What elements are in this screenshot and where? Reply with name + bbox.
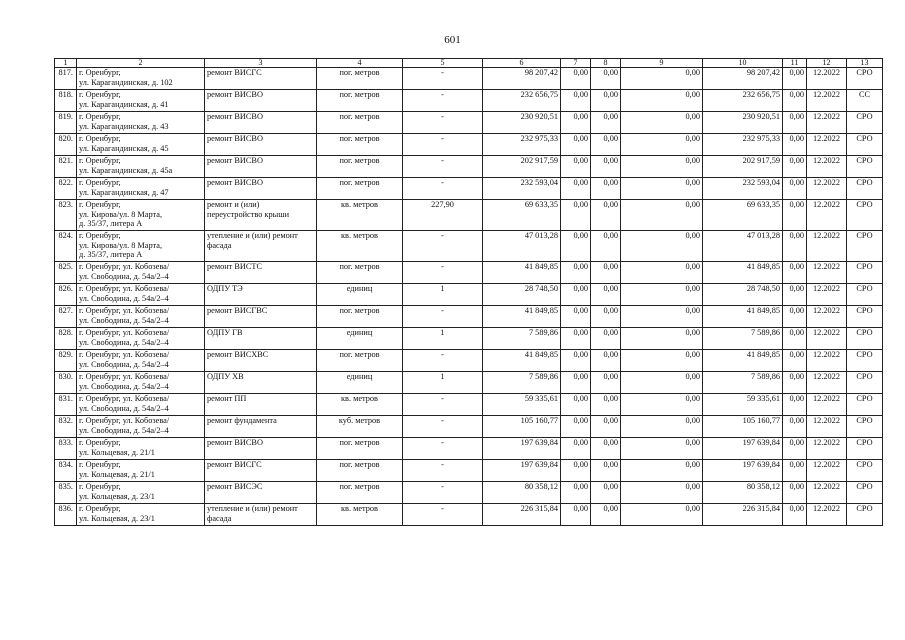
cell-cost-other: 0,00 (783, 284, 807, 306)
cell-address: г. Оренбург, ул. Кобозева/ ул. Свободина, д. 54а/2–4 (77, 394, 205, 416)
column-header-11: 11 (783, 59, 807, 68)
cell-work-type: ОДПУ ХВ (205, 372, 317, 394)
cell-total-cost: 47 013,28 (483, 231, 561, 262)
cell-address: г. Оренбург, ул. Кольцевая, д. 21/1 (77, 438, 205, 460)
cell-volume: - (403, 482, 483, 504)
cell-method: СРО (847, 416, 883, 438)
cell-volume: - (403, 262, 483, 284)
cell-cost-local: 0,00 (621, 262, 703, 284)
cell-total-cost: 197 639,84 (483, 438, 561, 460)
page-number: 601 (444, 34, 461, 46)
cell-total-cost: 230 920,51 (483, 112, 561, 134)
cell-volume: 1 (403, 328, 483, 350)
cell-row-number: 828. (55, 328, 77, 350)
cell-work-type: ремонт ПП (205, 394, 317, 416)
column-header-7: 7 (561, 59, 591, 68)
cell-work-type: ремонт фундамента (205, 416, 317, 438)
cell-method: СРО (847, 438, 883, 460)
cell-cost-fund: 0,00 (561, 306, 591, 328)
cell-total-cost: 7 589,86 (483, 372, 561, 394)
cell-cost-budget: 0,00 (591, 178, 621, 200)
cell-cost-other: 0,00 (783, 394, 807, 416)
cell-deadline: 12.2022 (807, 231, 847, 262)
cell-cost-fund: 0,00 (561, 178, 591, 200)
cell-deadline: 12.2022 (807, 394, 847, 416)
column-header-9: 9 (621, 59, 703, 68)
cell-method: СРО (847, 482, 883, 504)
cell-cost-local: 0,00 (621, 231, 703, 262)
cell-total-cost: 80 358,12 (483, 482, 561, 504)
cell-cost-fund: 0,00 (561, 460, 591, 482)
cell-cost-other: 0,00 (783, 178, 807, 200)
table-row (55, 178, 883, 200)
cell-address: г. Оренбург, ул. Кольцевая, д. 23/1 (77, 504, 205, 526)
cell-cost-owners: 232 975,33 (703, 134, 783, 156)
cell-row-number: 817. (55, 68, 77, 90)
cell-cost-other: 0,00 (783, 134, 807, 156)
cell-cost-other: 0,00 (783, 438, 807, 460)
cell-total-cost: 197 639,84 (483, 460, 561, 482)
cell-deadline: 12.2022 (807, 134, 847, 156)
table-row (55, 156, 883, 178)
cell-total-cost: 232 656,75 (483, 90, 561, 112)
cell-deadline: 12.2022 (807, 112, 847, 134)
cell-deadline: 12.2022 (807, 178, 847, 200)
cell-work-type: ремонт ВИСВО (205, 156, 317, 178)
cell-cost-local: 0,00 (621, 438, 703, 460)
cell-unit: кв. метров (317, 200, 403, 231)
cell-cost-owners: 230 920,51 (703, 112, 783, 134)
cell-cost-budget: 0,00 (591, 328, 621, 350)
cell-cost-budget: 0,00 (591, 504, 621, 526)
table-row (55, 90, 883, 112)
cell-work-type: ремонт ВИСГС (205, 460, 317, 482)
cell-address: г. Оренбург, ул. Кобозева/ ул. Свободина, д. 54а/2–4 (77, 350, 205, 372)
cell-cost-owners: 41 849,85 (703, 306, 783, 328)
cell-total-cost: 41 849,85 (483, 350, 561, 372)
cell-cost-other: 0,00 (783, 112, 807, 134)
cell-cost-fund: 0,00 (561, 438, 591, 460)
cell-deadline: 12.2022 (807, 262, 847, 284)
table-row (55, 372, 883, 394)
cell-cost-fund: 0,00 (561, 200, 591, 231)
table-row (55, 134, 883, 156)
cell-total-cost: 7 589,86 (483, 328, 561, 350)
cell-volume: - (403, 90, 483, 112)
cell-cost-budget: 0,00 (591, 394, 621, 416)
cell-deadline: 12.2022 (807, 438, 847, 460)
cell-method: СРО (847, 372, 883, 394)
cell-row-number: 819. (55, 112, 77, 134)
cell-address: г. Оренбург, ул. Кольцевая, д. 21/1 (77, 460, 205, 482)
cell-volume: - (403, 460, 483, 482)
cell-cost-fund: 0,00 (561, 262, 591, 284)
cell-address: г. Оренбург, ул. Кобозева/ ул. Свободина, д. 54а/2–4 (77, 306, 205, 328)
cell-cost-other: 0,00 (783, 231, 807, 262)
cell-work-type: ремонт ВИСВО (205, 134, 317, 156)
cell-cost-other: 0,00 (783, 372, 807, 394)
cell-cost-owners: 47 013,28 (703, 231, 783, 262)
cell-work-type: ОДПУ ТЭ (205, 284, 317, 306)
cell-cost-budget: 0,00 (591, 231, 621, 262)
cell-cost-local: 0,00 (621, 372, 703, 394)
cell-cost-owners: 7 589,86 (703, 372, 783, 394)
table-row (55, 460, 883, 482)
column-header-10: 10 (703, 59, 783, 68)
cell-method: СРО (847, 231, 883, 262)
column-header-13: 13 (847, 59, 883, 68)
cell-cost-local: 0,00 (621, 156, 703, 178)
cell-method: СРО (847, 328, 883, 350)
cell-cost-budget: 0,00 (591, 350, 621, 372)
cell-method: СС (847, 90, 883, 112)
column-header-5: 5 (403, 59, 483, 68)
cell-row-number: 824. (55, 231, 77, 262)
cell-address: г. Оренбург, ул. Карагандинская, д. 102 (77, 68, 205, 90)
cell-unit: пог. метров (317, 68, 403, 90)
cell-cost-owners: 226 315,84 (703, 504, 783, 526)
table-row (55, 306, 883, 328)
cell-unit: пог. метров (317, 482, 403, 504)
cell-volume: - (403, 504, 483, 526)
cell-cost-local: 0,00 (621, 394, 703, 416)
cell-total-cost: 232 593,04 (483, 178, 561, 200)
table-row (55, 504, 883, 526)
capital-repair-table (54, 58, 883, 526)
cell-unit: кв. метров (317, 394, 403, 416)
cell-volume: 1 (403, 284, 483, 306)
cell-cost-other: 0,00 (783, 90, 807, 112)
cell-deadline: 12.2022 (807, 68, 847, 90)
cell-method: СРО (847, 112, 883, 134)
table-row (55, 200, 883, 231)
cell-cost-fund: 0,00 (561, 90, 591, 112)
cell-work-type: ремонт ВИСЭС (205, 482, 317, 504)
cell-cost-other: 0,00 (783, 262, 807, 284)
cell-cost-fund: 0,00 (561, 284, 591, 306)
cell-cost-owners: 41 849,85 (703, 350, 783, 372)
cell-address: г. Оренбург, ул. Карагандинская, д. 45 (77, 134, 205, 156)
cell-cost-budget: 0,00 (591, 68, 621, 90)
cell-work-type: ремонт ВИСВО (205, 178, 317, 200)
cell-work-type: ремонт ВИСХВС (205, 350, 317, 372)
cell-cost-fund: 0,00 (561, 156, 591, 178)
cell-work-type: ремонт и (или) переустройство крыши (205, 200, 317, 231)
cell-cost-local: 0,00 (621, 328, 703, 350)
cell-volume: - (403, 68, 483, 90)
cell-row-number: 827. (55, 306, 77, 328)
cell-cost-other: 0,00 (783, 350, 807, 372)
cell-cost-other: 0,00 (783, 416, 807, 438)
cell-cost-owners: 41 849,85 (703, 262, 783, 284)
cell-row-number: 820. (55, 134, 77, 156)
cell-volume: - (403, 156, 483, 178)
cell-method: СРО (847, 394, 883, 416)
cell-unit: кв. метров (317, 231, 403, 262)
cell-cost-budget: 0,00 (591, 112, 621, 134)
column-number-row (55, 59, 883, 68)
cell-method: СРО (847, 262, 883, 284)
cell-cost-budget: 0,00 (591, 460, 621, 482)
cell-unit: пог. метров (317, 156, 403, 178)
cell-volume: - (403, 231, 483, 262)
cell-method: СРО (847, 460, 883, 482)
cell-total-cost: 202 917,59 (483, 156, 561, 178)
cell-row-number: 818. (55, 90, 77, 112)
table-row (55, 438, 883, 460)
cell-address: г. Оренбург, ул. Карагандинская, д. 41 (77, 90, 205, 112)
cell-method: СРО (847, 68, 883, 90)
cell-cost-fund: 0,00 (561, 372, 591, 394)
cell-work-type: ОДПУ ГВ (205, 328, 317, 350)
cell-unit: пог. метров (317, 112, 403, 134)
cell-total-cost: 59 335,61 (483, 394, 561, 416)
cell-unit: пог. метров (317, 262, 403, 284)
cell-row-number: 831. (55, 394, 77, 416)
cell-method: СРО (847, 306, 883, 328)
cell-cost-budget: 0,00 (591, 306, 621, 328)
cell-cost-owners: 80 358,12 (703, 482, 783, 504)
cell-cost-budget: 0,00 (591, 156, 621, 178)
cell-work-type: ремонт ВИСГВС (205, 306, 317, 328)
cell-row-number: 834. (55, 460, 77, 482)
cell-cost-local: 0,00 (621, 200, 703, 231)
cell-cost-local: 0,00 (621, 306, 703, 328)
cell-cost-other: 0,00 (783, 156, 807, 178)
cell-volume: - (403, 350, 483, 372)
cell-deadline: 12.2022 (807, 416, 847, 438)
cell-cost-local: 0,00 (621, 460, 703, 482)
cell-cost-owners: 197 639,84 (703, 438, 783, 460)
cell-unit: единиц (317, 372, 403, 394)
cell-cost-local: 0,00 (621, 416, 703, 438)
cell-row-number: 830. (55, 372, 77, 394)
cell-row-number: 825. (55, 262, 77, 284)
cell-unit: пог. метров (317, 178, 403, 200)
cell-cost-owners: 69 633,35 (703, 200, 783, 231)
cell-method: СРО (847, 284, 883, 306)
cell-deadline: 12.2022 (807, 156, 847, 178)
column-header-4: 4 (317, 59, 403, 68)
cell-row-number: 833. (55, 438, 77, 460)
cell-cost-budget: 0,00 (591, 372, 621, 394)
column-header-6: 6 (483, 59, 561, 68)
cell-deadline: 12.2022 (807, 460, 847, 482)
cell-cost-local: 0,00 (621, 134, 703, 156)
cell-volume: - (403, 306, 483, 328)
cell-row-number: 835. (55, 482, 77, 504)
table-row (55, 284, 883, 306)
cell-cost-other: 0,00 (783, 68, 807, 90)
cell-cost-local: 0,00 (621, 350, 703, 372)
cell-cost-budget: 0,00 (591, 284, 621, 306)
cell-total-cost: 69 633,35 (483, 200, 561, 231)
cell-cost-budget: 0,00 (591, 482, 621, 504)
cell-unit: пог. метров (317, 350, 403, 372)
cell-total-cost: 41 849,85 (483, 262, 561, 284)
cell-total-cost: 105 160,77 (483, 416, 561, 438)
cell-method: СРО (847, 178, 883, 200)
cell-address: г. Оренбург, ул. Кобозева/ ул. Свободина, д. 54а/2–4 (77, 262, 205, 284)
cell-deadline: 12.2022 (807, 350, 847, 372)
cell-cost-owners: 105 160,77 (703, 416, 783, 438)
cell-work-type: утепление и (или) ремонт фасада (205, 231, 317, 262)
cell-cost-other: 0,00 (783, 482, 807, 504)
cell-cost-budget: 0,00 (591, 134, 621, 156)
cell-total-cost: 98 207,42 (483, 68, 561, 90)
cell-method: СРО (847, 134, 883, 156)
cell-unit: пог. метров (317, 90, 403, 112)
cell-cost-other: 0,00 (783, 460, 807, 482)
column-header-3: 3 (205, 59, 317, 68)
cell-cost-owners: 7 589,86 (703, 328, 783, 350)
cell-cost-owners: 202 917,59 (703, 156, 783, 178)
cell-cost-fund: 0,00 (561, 482, 591, 504)
cell-cost-fund: 0,00 (561, 231, 591, 262)
table-body (55, 68, 883, 526)
table-row (55, 350, 883, 372)
table-row (55, 231, 883, 262)
cell-cost-budget: 0,00 (591, 200, 621, 231)
cell-row-number: 823. (55, 200, 77, 231)
cell-cost-local: 0,00 (621, 178, 703, 200)
cell-row-number: 821. (55, 156, 77, 178)
cell-cost-other: 0,00 (783, 328, 807, 350)
cell-unit: пог. метров (317, 134, 403, 156)
column-header-1: 1 (55, 59, 77, 68)
column-header-12: 12 (807, 59, 847, 68)
cell-deadline: 12.2022 (807, 372, 847, 394)
cell-work-type: ремонт ВИСВО (205, 90, 317, 112)
cell-cost-other: 0,00 (783, 200, 807, 231)
cell-deadline: 12.2022 (807, 200, 847, 231)
cell-cost-owners: 98 207,42 (703, 68, 783, 90)
cell-unit: пог. метров (317, 438, 403, 460)
cell-address: г. Оренбург, ул. Карагандинская, д. 47 (77, 178, 205, 200)
cell-deadline: 12.2022 (807, 306, 847, 328)
table-row (55, 68, 883, 90)
cell-unit: пог. метров (317, 306, 403, 328)
cell-address: г. Оренбург, ул. Кольцевая, д. 23/1 (77, 482, 205, 504)
cell-cost-fund: 0,00 (561, 394, 591, 416)
cell-cost-budget: 0,00 (591, 438, 621, 460)
cell-cost-fund: 0,00 (561, 328, 591, 350)
cell-cost-owners: 59 335,61 (703, 394, 783, 416)
cell-cost-local: 0,00 (621, 482, 703, 504)
cell-cost-local: 0,00 (621, 284, 703, 306)
cell-address: г. Оренбург, ул. Кирова/ул. 8 Марта, д. 35/37, литера А (77, 231, 205, 262)
cell-deadline: 12.2022 (807, 328, 847, 350)
cell-volume: - (403, 134, 483, 156)
cell-cost-fund: 0,00 (561, 350, 591, 372)
cell-cost-budget: 0,00 (591, 262, 621, 284)
cell-row-number: 826. (55, 284, 77, 306)
column-header-2: 2 (77, 59, 205, 68)
cell-method: СРО (847, 350, 883, 372)
cell-unit: куб. метров (317, 416, 403, 438)
cell-address: г. Оренбург, ул. Кобозева/ ул. Свободина, д. 54а/2–4 (77, 416, 205, 438)
cell-work-type: ремонт ВИСВО (205, 438, 317, 460)
cell-row-number: 832. (55, 416, 77, 438)
cell-row-number: 829. (55, 350, 77, 372)
cell-deadline: 12.2022 (807, 504, 847, 526)
cell-deadline: 12.2022 (807, 284, 847, 306)
cell-cost-fund: 0,00 (561, 416, 591, 438)
cell-cost-budget: 0,00 (591, 90, 621, 112)
cell-volume: - (403, 112, 483, 134)
cell-cost-fund: 0,00 (561, 134, 591, 156)
cell-deadline: 12.2022 (807, 482, 847, 504)
cell-method: СРО (847, 200, 883, 231)
cell-total-cost: 28 748,50 (483, 284, 561, 306)
table-row (55, 262, 883, 284)
cell-unit: единиц (317, 284, 403, 306)
cell-volume: - (403, 178, 483, 200)
cell-cost-other: 0,00 (783, 306, 807, 328)
cell-cost-local: 0,00 (621, 68, 703, 90)
cell-address: г. Оренбург, ул. Кобозева/ ул. Свободина, д. 54а/2–4 (77, 284, 205, 306)
cell-cost-local: 0,00 (621, 112, 703, 134)
cell-volume: - (403, 438, 483, 460)
table-row (55, 416, 883, 438)
table-row (55, 394, 883, 416)
cell-cost-budget: 0,00 (591, 416, 621, 438)
cell-work-type: ремонт ВИСГС (205, 68, 317, 90)
cell-cost-owners: 232 593,04 (703, 178, 783, 200)
cell-cost-owners: 197 639,84 (703, 460, 783, 482)
cell-cost-fund: 0,00 (561, 112, 591, 134)
cell-address: г. Оренбург, ул. Кобозева/ ул. Свободина, д. 54а/2–4 (77, 372, 205, 394)
cell-volume: - (403, 416, 483, 438)
cell-cost-owners: 232 656,75 (703, 90, 783, 112)
cell-address: г. Оренбург, ул. Карагандинская, д. 43 (77, 112, 205, 134)
cell-address: г. Оренбург, ул. Кобозева/ ул. Свободина, д. 54а/2–4 (77, 328, 205, 350)
cell-row-number: 822. (55, 178, 77, 200)
table-row (55, 112, 883, 134)
cell-cost-local: 0,00 (621, 90, 703, 112)
cell-method: СРО (847, 156, 883, 178)
column-header-8: 8 (591, 59, 621, 68)
cell-cost-fund: 0,00 (561, 68, 591, 90)
table-row (55, 482, 883, 504)
table-row (55, 328, 883, 350)
cell-cost-fund: 0,00 (561, 504, 591, 526)
cell-unit: кв. метров (317, 504, 403, 526)
cell-work-type: утепление и (или) ремонт фасада (205, 504, 317, 526)
cell-total-cost: 226 315,84 (483, 504, 561, 526)
cell-row-number: 836. (55, 504, 77, 526)
cell-address: г. Оренбург, ул. Кирова/ул. 8 Марта, д. 35/37, литера А (77, 200, 205, 231)
cell-address: г. Оренбург, ул. Карагандинская, д. 45а (77, 156, 205, 178)
cell-deadline: 12.2022 (807, 90, 847, 112)
cell-unit: единиц (317, 328, 403, 350)
cell-volume: 227,90 (403, 200, 483, 231)
cell-total-cost: 232 975,33 (483, 134, 561, 156)
cell-total-cost: 41 849,85 (483, 306, 561, 328)
cell-cost-owners: 28 748,50 (703, 284, 783, 306)
cell-work-type: ремонт ВИСТС (205, 262, 317, 284)
cell-work-type: ремонт ВИСВО (205, 112, 317, 134)
cell-volume: 1 (403, 372, 483, 394)
cell-unit: пог. метров (317, 460, 403, 482)
cell-cost-other: 0,00 (783, 504, 807, 526)
cell-method: СРО (847, 504, 883, 526)
cell-cost-local: 0,00 (621, 504, 703, 526)
cell-volume: - (403, 394, 483, 416)
